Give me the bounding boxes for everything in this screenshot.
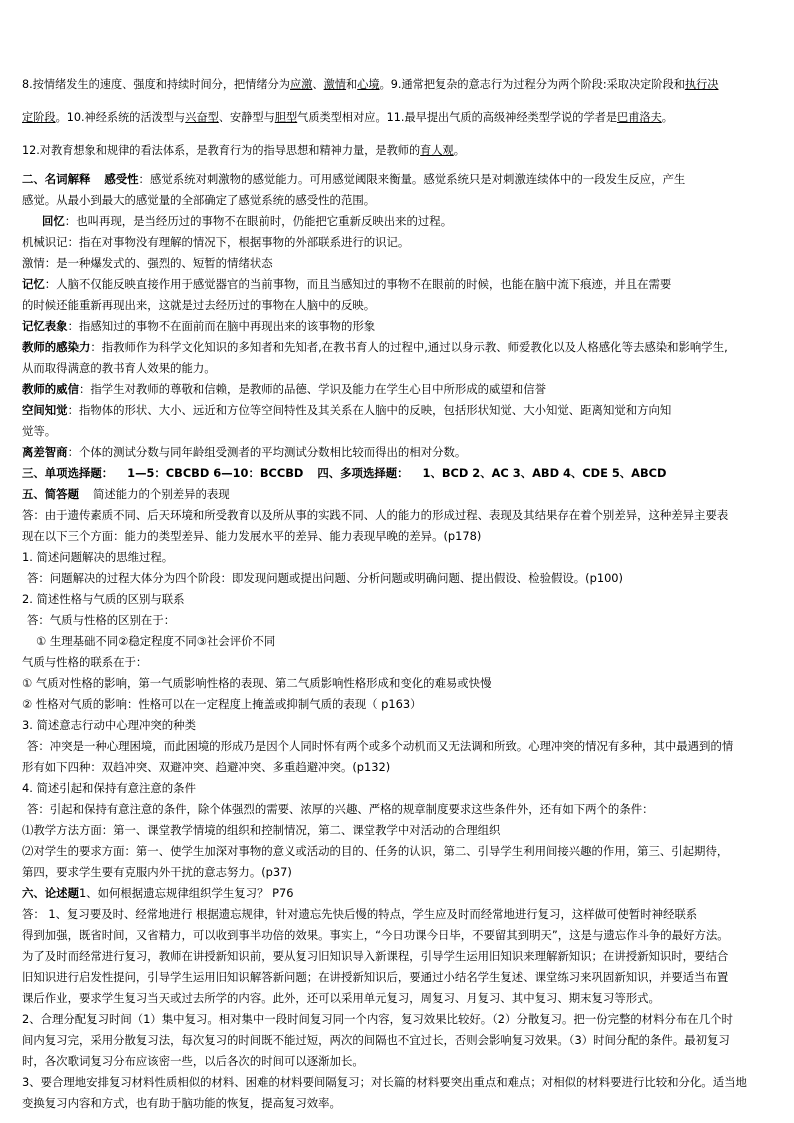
text: 。10.神经系统的活泼型与 — [55, 111, 186, 124]
answer: 胆型 — [274, 111, 298, 124]
definition: ：个体的测试分数与同年龄组受测者的平均测试分数相比较而得出的相对分数。 — [67, 445, 467, 459]
text: 。 — [661, 111, 673, 124]
text-line: 时，各次歌词复习分布应该密一些，以后各次的时间可以逐渐加长。 — [22, 1054, 364, 1068]
answer-key: 1、BCD 2、AC 3、ABD 4、CDE 5、ABCD — [422, 466, 667, 480]
answer: ⑴教学方法方面：第一、课堂教学情境的组织和控制情况，第二、课堂教学中对活动的合理组织 — [22, 823, 501, 837]
text: 。9.通常把复杂的意志行为过程分为两个阶段:采取决定阶段和 — [379, 78, 685, 91]
text-line — [22, 107, 772, 128]
text-line: 答：由于遗传素质不同、后天环境和所受教育以及所从事的实践不同、人的能力的形成过程、表现及其结果存在着个别差异，这种差异主要表 — [22, 508, 729, 522]
section-heading: 四、多项选择题： — [317, 466, 409, 480]
answer: ② 性格对气质的影响：性格可以在一定程度上掩盖或抑制气质的表现（ p163） — [22, 697, 422, 711]
text-line — [22, 883, 772, 904]
answer: 答：气质与性格的区别在于： — [27, 613, 176, 627]
text-line: 现在以下三个方面：能力的类型差异、能力发展水平的差异、能力表现早晚的差异。(p178) — [22, 529, 482, 543]
term: 空间知觉 — [22, 403, 68, 417]
answer: 兴奋型 — [185, 111, 219, 124]
text-line — [22, 442, 772, 463]
text: 和 — [345, 78, 358, 91]
text-line — [22, 337, 772, 358]
term: 回忆 — [42, 214, 65, 228]
text-line — [22, 74, 772, 95]
answer-key: 1—5：CBCBD 6—10：BCCBD — [127, 466, 304, 480]
text-line: 变换复习内容和方式，也有助于脑功能的恢复，提高复习效率。 — [22, 1096, 341, 1110]
text-line — [22, 232, 772, 253]
answer: 激情 — [323, 78, 346, 91]
text-line: 的时候还能重新再现出来，这就是过去经历过的事物在人脑中的反映。 — [22, 298, 376, 312]
text-line — [22, 169, 772, 190]
section-heading: 五、简答题 — [22, 487, 79, 501]
definition: ：指感知过的事物不在面前而在脑中再现出来的该事物的形象 — [67, 319, 376, 333]
text: 。 — [453, 144, 465, 157]
term: 记忆 — [22, 277, 45, 291]
term: 教师的感染力 — [22, 340, 91, 354]
text-line: 间内复习完，采用分散复习法，每次复习的时间既不能过短，两次的间隔也不宜过长，否则会影响复习效果。（3）时间分配的条件。最初复习 — [22, 1033, 730, 1047]
text-line: 3、要合理地安排复习材料性质相似的材料、困难的材料要间隔复习；对长篇的材料要突出重点和难点；对相似的材料要进行比较和分化。适当地 — [22, 1075, 747, 1089]
choice-answers — [22, 463, 772, 484]
fill-in-answers — [22, 74, 772, 161]
document-page — [22, 74, 772, 1114]
text-line: 从而取得满意的教书育人效果的能力。 — [22, 361, 216, 375]
answer: 心境 — [357, 78, 380, 91]
answer: 答：冲突是一种心理困境，而此困境的形成乃是因个人同时怀有两个或多个动机而又无法调和所致。心理冲突的情况有多种，其中最遇到的情 — [27, 739, 734, 753]
text: 、 — [312, 78, 324, 91]
answer: 巴甫洛夫 — [617, 111, 662, 124]
question: 4. 简述引起和保持有意注意的条件 — [22, 781, 196, 795]
answer: ① 气质对性格的影响，第一气质影响性格的表现、第二气质影响性格形成和变化的难易或快慢 — [22, 676, 492, 690]
answer: 定阶段 — [22, 111, 56, 124]
answer: 第四，要求学生要有克服内外干扰的意志努力。(p37) — [22, 865, 292, 879]
question: 1. 简述问题解决的思维过程。 — [22, 550, 174, 564]
definition: ：感觉系统对刺激物的感觉能力。可用感觉阈限来衡量。感觉系统只是对刺激连续体中的一段发生反应，产生 — [138, 172, 686, 186]
text: 12.对教育想象和规律的看法体系，是教育行为的指导思想和精神力量，是教师的 — [22, 144, 421, 157]
text-line — [22, 211, 772, 232]
text-line — [22, 140, 772, 161]
definition: ：是一种爆发式的、强烈的、短暂的情绪状态 — [44, 256, 273, 270]
definition: ：也叫再现，是当经历过的事物不在眼前时，仍能把它重新反映出来的过程。 — [64, 214, 453, 228]
answer: ⑵对学生的要求方面：第一、使学生加深对事物的意义或活动的目的、任务的认识，第二、引导学生利用间接兴趣的作用，第三、引起期待， — [22, 844, 729, 858]
text-line: 觉等。 — [22, 424, 57, 438]
text-line: 得到加强，既省时间，又省精力，可以收到事半功倍的效果。事实上，“今日功课今日毕，不要留其到明天”，这是与遗忘作斗争的最好方法。 — [22, 928, 729, 942]
section-heading: 六、论述题 — [22, 886, 79, 900]
text: 气质类型相对应。11.最早提出气质的高级神经类型学说的学者是 — [297, 111, 618, 124]
text-line: 课后作业，要求学生复习当天或过去所学的内容。此外，还可以采用单元复习，周复习、月复习、其中复习、期末复习等形式。 — [22, 991, 660, 1005]
definition: ：指物体的形状、大小、远近和方位等空间特性及其关系在人脑中的反映，包括形状知觉、大小知觉、距离知觉和方向知 — [67, 403, 672, 417]
definition: ：人脑不仅能反映直接作用于感觉器官的当前事物，而且当感知过的事物不在眼前的时候，也能在脑中流下痕迹，并且在需要 — [44, 277, 672, 291]
question: 简述能力的个别差异的表现 — [92, 487, 230, 501]
answer: 执行决 — [684, 78, 719, 91]
text-line — [22, 400, 772, 421]
text-line — [22, 316, 772, 337]
text: 8.按情绪发生的速度、强度和持续时间分，把情绪分为 — [22, 78, 290, 91]
text-line: 为了及时而经常进行复习，教师在讲授新知识前，要从复习旧知识导入新课程，引导学生运用旧知识来理解新知识；在讲授新知识时，要结合 — [22, 949, 729, 963]
answer: ① 生理基础不同②稳定程度不同③社会评价不同 — [36, 634, 276, 648]
answer: 气质与性格的联系在于： — [22, 655, 148, 669]
answer: 形有如下四种：双趋冲突、双避冲突、趋避冲突、多重趋避冲突。(p132) — [22, 760, 391, 774]
text-line: 答： 1、复习要及时、经常地进行 根据遗忘规律，针对遗忘先快后慢的特点，学生应及时而经常地进行复习，这样做可使暂时神经联系 — [22, 907, 698, 921]
section-short-answers — [22, 484, 772, 883]
text-line: 感觉。从最小到最大的感觉量的全部确定了感觉系统的感受性的范围。 — [22, 193, 376, 207]
definition: ：指学生对教师的尊敬和信赖，是教师的品德、学识及能力在学生心目中所形成的威望和信誉 — [78, 382, 546, 396]
text: 、安静型与 — [218, 111, 275, 124]
term: 教师的威信 — [22, 382, 79, 396]
answer: 育人观 — [420, 144, 454, 157]
answer: 应激 — [290, 78, 313, 91]
term: 离差智商 — [22, 445, 68, 459]
term: 记忆表象 — [22, 319, 68, 333]
answer: 答：引起和保持有意注意的条件，除个体强烈的需要、浓厚的兴趣、严格的规章制度要求这些条件外，还有如下两个的条件： — [27, 802, 654, 816]
term: 机械识记 — [22, 235, 68, 249]
section-heading: 三、单项选择题： — [22, 466, 114, 480]
text-line: 2、合理分配复习时间（1）集中复习。相对集中一段时间复习同一个内容，复习效果比较好。（2）分散复习。把一份完整的材料分布在几个时 — [22, 1012, 733, 1026]
term: 激情 — [22, 256, 45, 270]
section-essay — [22, 883, 772, 1114]
definition: ：指教师作为科学文化知识的多知者和先知者,在教书育人的过程中,通过以身示教、师爱教化以及人格感化等去感染和影响学生, — [90, 340, 728, 354]
term: 感受性 — [104, 172, 139, 186]
text-line — [22, 253, 772, 274]
definition: ：指在对事物没有理解的情况下，根据事物的外部联系进行的识记。 — [67, 235, 410, 249]
text-line — [22, 274, 772, 295]
section-heading: 二、名词解释 — [22, 172, 91, 186]
section-terms — [22, 169, 772, 463]
text-line — [22, 484, 772, 505]
text-line: 旧知识进行启发性提问，引导学生运用旧知识解答新问题；在讲授新知识后，要通过小结名学生复述、课堂练习来巩固新知识，并要适当布置 — [22, 970, 729, 984]
question: 1、如何根据遗忘规律组织学生复习？ P76 — [78, 886, 294, 900]
answer: 答：问题解决的过程大体分为四个阶段：即发现问题或提出问题、分析问题或明确问题、提出假设、检验假设。(p100) — [27, 571, 624, 585]
question: 3. 简述意志行动中心理冲突的种类 — [22, 718, 196, 732]
text-line — [22, 379, 772, 400]
question: 2. 简述性格与气质的区别与联系 — [22, 592, 185, 606]
